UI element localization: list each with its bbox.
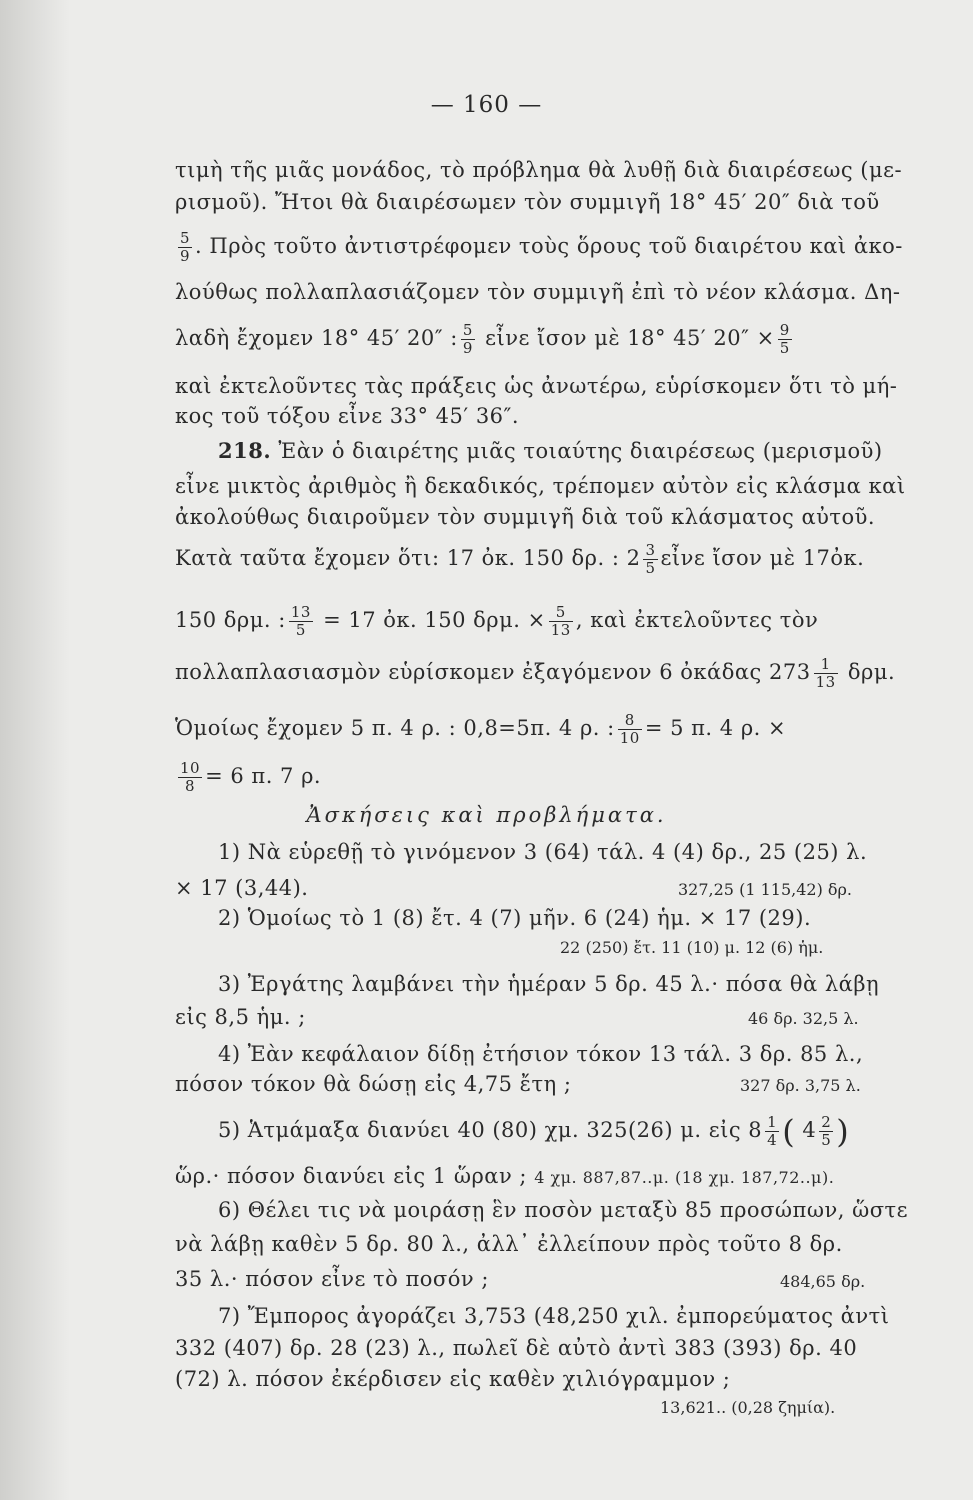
- exercise-line: 7) Ἔμπορος ἀγοράζει 3,753 (48,250 χιλ. ἐμπορεύματος ἀντὶ: [218, 1304, 890, 1328]
- exercise-answer: 484,65 δρ.: [780, 1272, 866, 1291]
- fraction: $\frac{3}{5}$: [645, 541, 656, 577]
- fraction: $\frac{5}{9}$: [180, 229, 191, 265]
- exercise-line: 5) Ἁτμάμαξα διανύει 40 (80) χμ. 325(26) μ. εἰς 8 $\frac{1}{4}$ ( 4 $\frac{2}{5}$ ): [218, 1112, 850, 1151]
- exercise-line: 3) Ἐργάτης λαμβάνει τὴν ἡμέραν 5 δρ. 45 λ.· πόσα θὰ λάβῃ: [218, 972, 880, 996]
- fraction: $\frac{2}{5}$: [821, 1113, 832, 1149]
- exercise-line: πόσον τόκον θὰ δώσῃ εἰς 4,75 ἔτη ;: [175, 1072, 572, 1096]
- exercise-line: (72) λ. πόσον ἐκέρδισεν εἰς καθὲν χιλιόγραμμον ;: [175, 1367, 731, 1391]
- exercise-answer: 327,25 (1 115,42) δρ.: [678, 880, 853, 899]
- text-line: $\frac{5}{9}$ . Πρὸς τοῦτο ἀντιστρέφομεν τοὺς ὅρους τοῦ διαιρέτου καὶ ἀκο-: [180, 229, 903, 265]
- exercise-line: 2) Ὁμοίως τὸ 1 (8) ἔτ. 4 (7) μῆν. 6 (24) ἡμ. × 17 (29).: [218, 906, 812, 930]
- fraction: $\frac{13}{5}$: [290, 603, 311, 639]
- text-line: τιμὴ τῆς μιᾶς μονάδος, τὸ πρόβλημα θὰ λυθῇ διὰ διαιρέσεως (με-: [175, 158, 903, 182]
- text-line: Κατὰ ταῦτα ἔχομεν ὅτι: 17 ὀκ. 150 δρ. : 2 $\frac{3}{5}$ εἶνε ἴσον μὲ 17ὀκ.: [175, 541, 865, 577]
- fraction: $\frac{1}{13}$: [815, 655, 836, 691]
- fraction: $\frac{8}{10}$: [619, 711, 640, 747]
- text-line: λαδὴ ἔχομεν 18° 45′ 20″ : $\frac{5}{9}$ εἶνε ἴσον μὲ 18° 45′ 20″ × $\frac{9}{5}$: [175, 321, 790, 357]
- text-line: εἶνε μικτὸς ἀριθμὸς ἢ δεκαδικός, τρέπομεν αὐτὸν εἰς κλάσμα καὶ: [175, 474, 906, 498]
- exercise-answer: 327 δρ. 3,75 λ.: [740, 1076, 861, 1095]
- text-line: $\frac{10}{8}$ = 6 π. 7 ρ.: [180, 759, 322, 795]
- text-line: κος τοῦ τόξου εἶνε 33° 45′ 36″.: [175, 404, 520, 428]
- text-line: Ὁμοίως ἔχομεν 5 π. 4 ρ. : 0,8=5π. 4 ρ. : $\frac{8}{10}$ = 5 π. 4 ρ. ×: [175, 711, 787, 747]
- exercise-line: 6) Θέλει τις νὰ μοιράσῃ ἓν ποσὸν μεταξὺ 85 προσώπων, ὥστε: [218, 1198, 909, 1222]
- exercises-heading: Ἀσκήσεις καὶ προβλήματα.: [306, 803, 667, 827]
- exercise-line: × 17 (3,44).: [175, 876, 309, 900]
- text-line: 150 δρμ. : $\frac{13}{5}$ = 17 ὀκ. 150 δρμ. × $\frac{5}{13}$ , καὶ ἐκτελοῦντες τὸν: [175, 603, 819, 639]
- fraction: $\frac{1}{4}$: [767, 1113, 778, 1149]
- exercise-line: 4) Ἐὰν κεφάλαιον δίδῃ ἐτήσιον τόκον 13 τάλ. 3 δρ. 85 λ.,: [218, 1042, 864, 1066]
- exercise-line: εἰς 8,5 ἡμ. ;: [175, 1005, 306, 1029]
- exercise-answer: 22 (250) ἔτ. 11 (10) μ. 12 (6) ἡμ.: [560, 938, 824, 957]
- fraction: $\frac{9}{5}$: [779, 321, 790, 357]
- exercise-line: 35 λ.· πόσον εἶνε τὸ ποσόν ;: [175, 1267, 489, 1291]
- exercise-answer: 13,621.. (0,28 ζημία).: [660, 1398, 836, 1417]
- text-line: πολλαπλασιασμὸν εὑρίσκομεν ἐξαγόμενον 6 ὀκάδας 273 $\frac{1}{13}$ δρμ.: [175, 655, 896, 691]
- exercise-answer: 4 χμ. 887,87..μ. (18 χμ. 187,72..μ).: [534, 1168, 835, 1187]
- fraction: $\frac{5}{9}$: [462, 321, 473, 357]
- exercise-line: 1) Νὰ εὑρεθῇ τὸ γινόμενον 3 (64) τάλ. 4 (4) δρ., 25 (25) λ.: [218, 840, 868, 864]
- exercise-answer: 46 δρ. 32,5 λ.: [748, 1009, 859, 1028]
- section-number: 218.: [218, 438, 272, 463]
- text-line: ρισμοῦ). Ἤτοι θὰ διαιρέσωμεν τὸν συμμιγῆ 18° 45′ 20″ διὰ τοῦ: [175, 190, 880, 214]
- fraction: $\frac{10}{8}$: [180, 759, 201, 795]
- exercise-line: 332 (407) δρ. 28 (23) λ., πωλεῖ δὲ αὐτὸ ἀντὶ 383 (393) δρ. 40: [175, 1336, 858, 1360]
- text-line: καὶ ἐκτελοῦντες τὰς πράξεις ὡς ἀνωτέρω, εὑρίσκομεν ὅτι τὸ μή-: [175, 374, 898, 398]
- fraction: $\frac{5}{13}$: [550, 603, 571, 639]
- text-line: ἀκολούθως διαιροῦμεν τὸν συμμιγῆ διὰ τοῦ κλάσματος αὐτοῦ.: [175, 505, 876, 529]
- text-line: 218. Ἐὰν ὁ διαιρέτης μιᾶς τοιαύτης διαιρέσεως (μερισμοῦ): [218, 438, 883, 463]
- exercise-line: νὰ λάβῃ καθὲν 5 δρ. 80 λ., ἀλλ᾽ ἐλλείπουν πρὸς τοῦτο 8 δρ.: [175, 1232, 843, 1256]
- exercise-line: ὥρ.· πόσον διανύει εἰς 1 ὥραν ; 4 χμ. 887,87..μ. (18 χμ. 187,72..μ).: [175, 1164, 835, 1188]
- page-number: — 160 —: [430, 92, 543, 118]
- text-line: λούθως πολλαπλασιάζομεν τὸν συμμιγῆ ἐπὶ τὸ νέον κλάσμα. Δη-: [175, 280, 901, 304]
